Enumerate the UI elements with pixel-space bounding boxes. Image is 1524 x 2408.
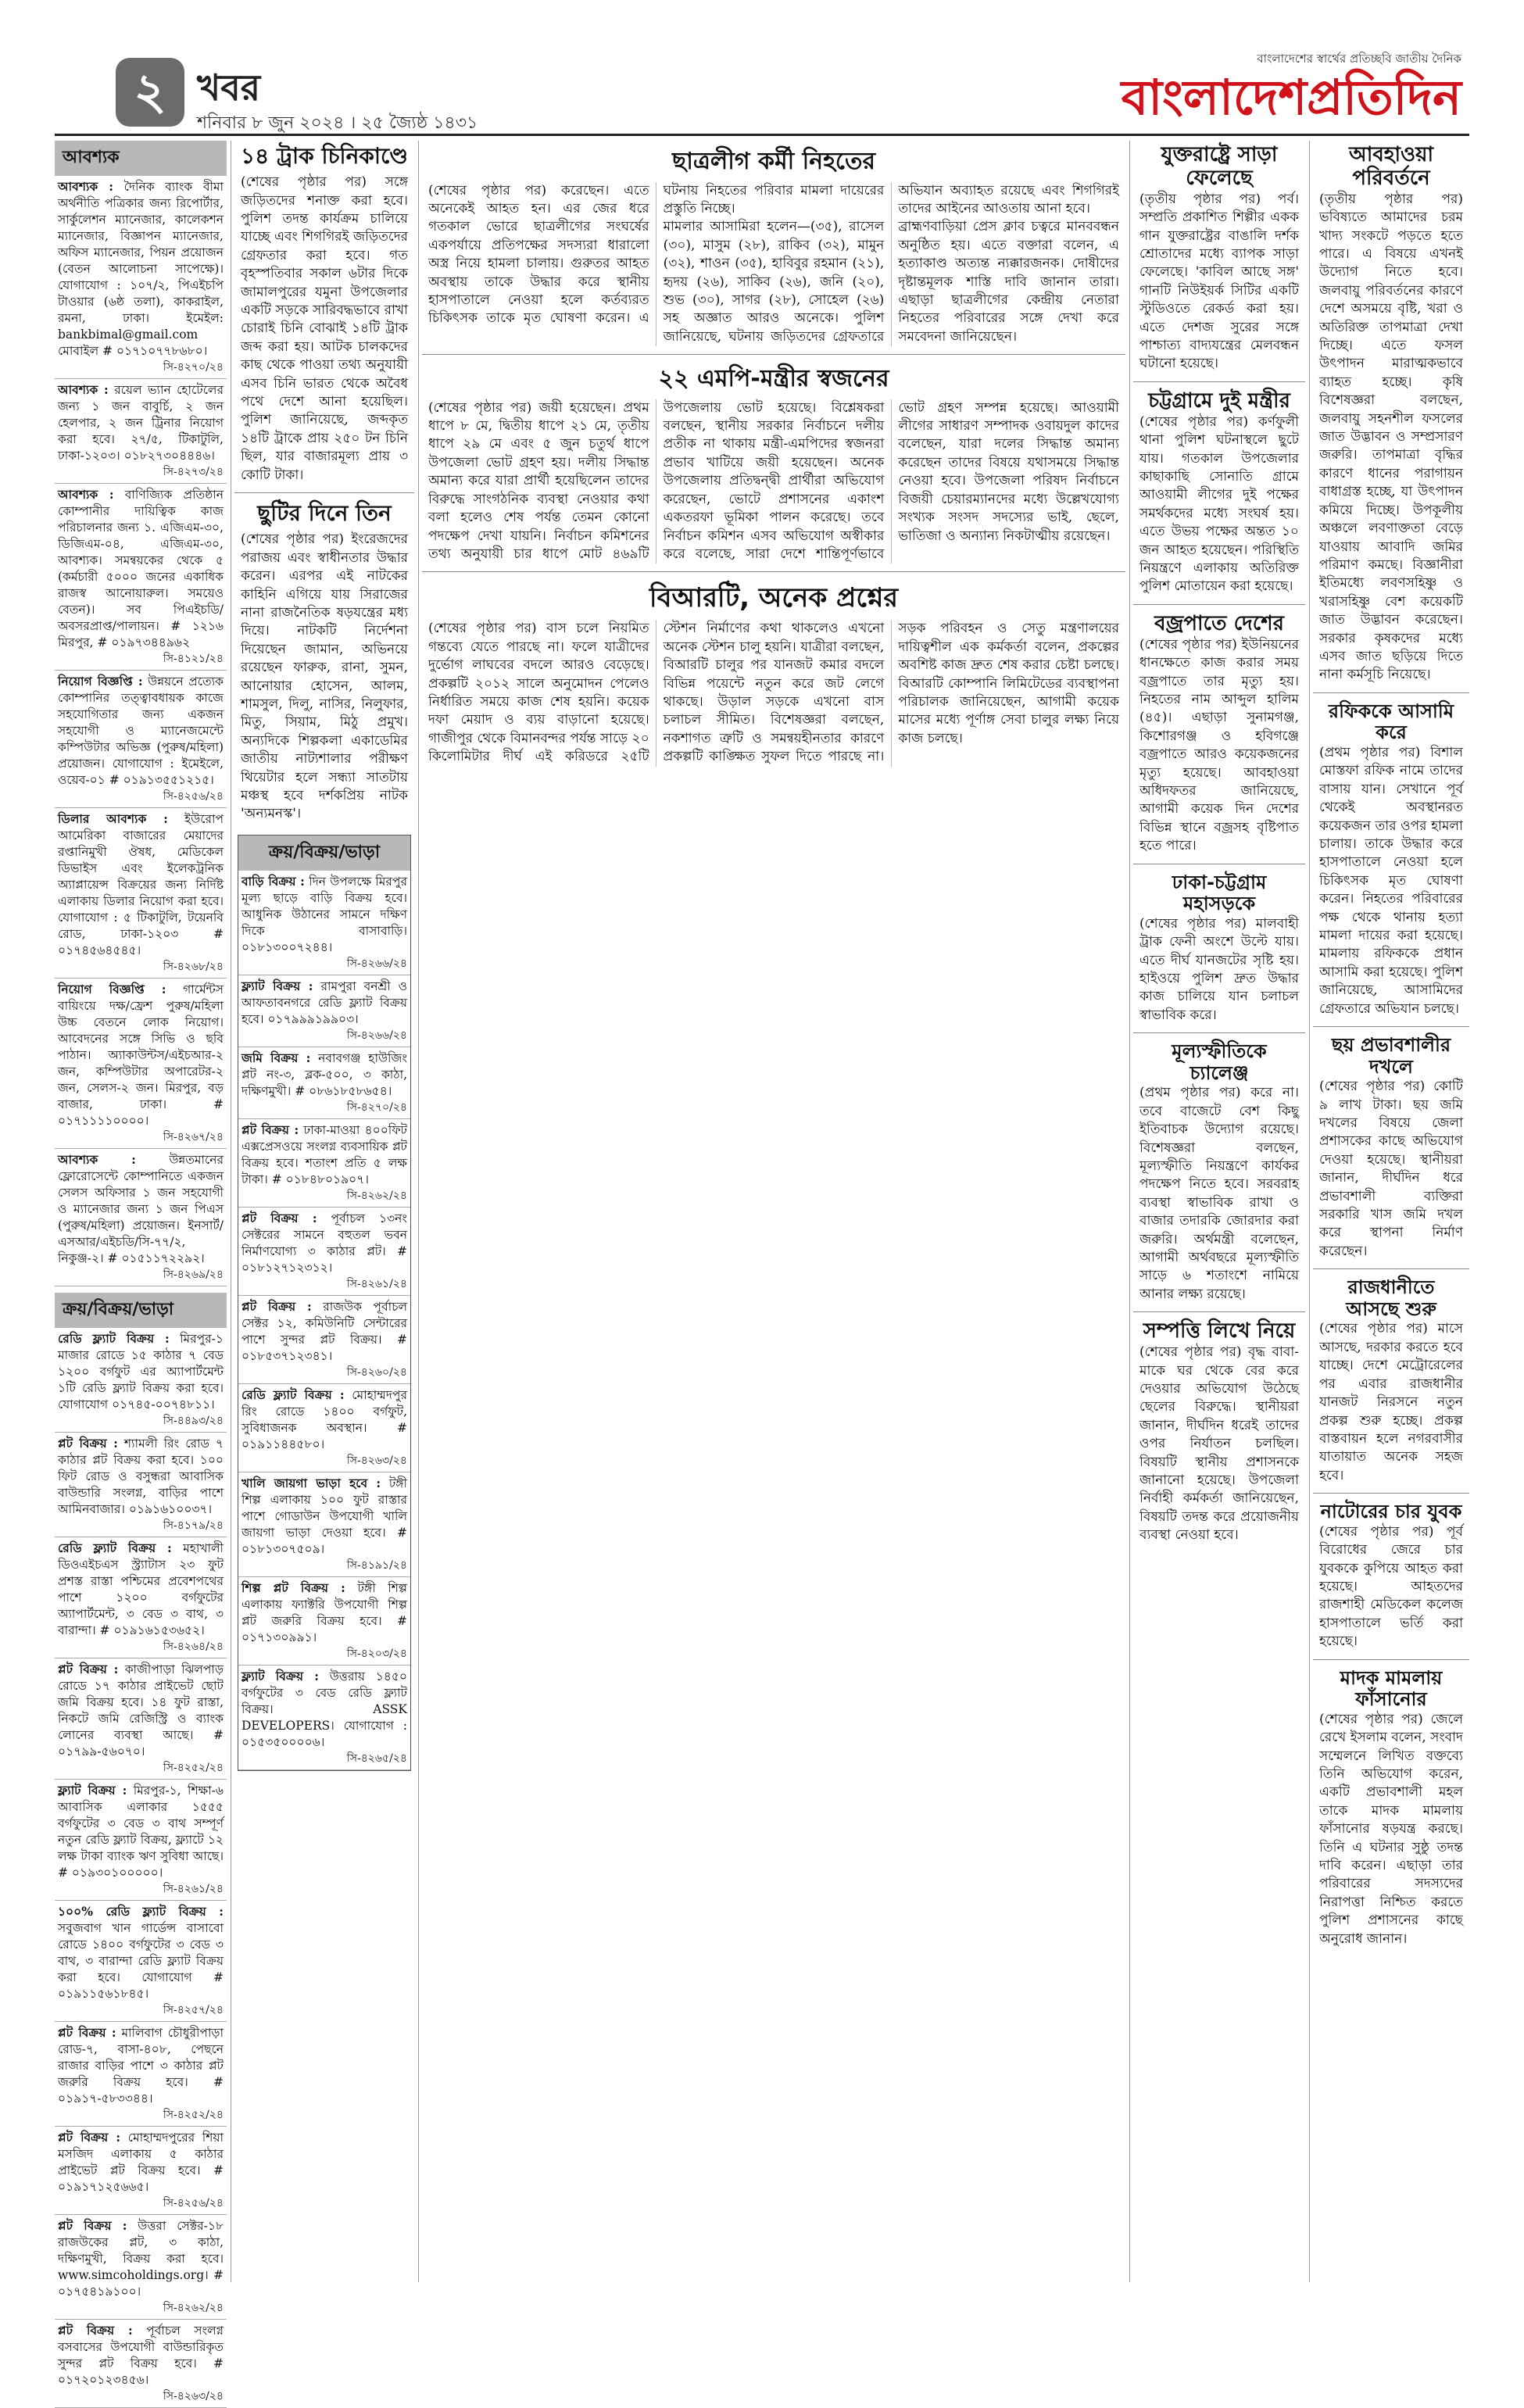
classified-ad	[55, 1537, 227, 1658]
ad-text: মোহাম্মদপুর রিং রোডে ১৪০০ বর্গফুট, সুবিধাজনক অবস্থান। # ০১৯১১৪৪৫৮০।	[241, 1387, 407, 1451]
classified-ad	[238, 1296, 410, 1384]
story-climate	[1313, 141, 1469, 688]
divider	[1313, 1493, 1469, 1494]
divider	[1133, 604, 1305, 605]
page-number: ২	[116, 58, 184, 127]
ad-keyword: প্লট বিক্রয় :	[58, 2025, 116, 2040]
story-highway	[1133, 869, 1305, 1029]
classified-ad	[238, 975, 410, 1047]
ad-reference: সি-৪২০৩/২৪	[346, 1647, 407, 1660]
classified-ad	[55, 979, 227, 1149]
classified-ad	[55, 2320, 227, 2408]
ad-keyword: আবশ্যক :	[58, 179, 113, 194]
ad-reference: সি-৪২৬৭/২৪	[163, 1131, 224, 1143]
ad-text: নবাবগঞ্জ হাউজিং প্লট নং-৩, ব্লক-৫০০, ৩ কাঠা, দক্ষিণমুখী। # ০৮৬১৮৫৮৬৫৪।	[241, 1050, 407, 1098]
story-six-influential	[1313, 1032, 1469, 1264]
ad-keyword: ফ্ল্যাট বিক্রয় :	[241, 978, 313, 993]
classified-ad	[55, 1433, 227, 1537]
ad-reference: সি-৪২৭৩/২৪	[163, 466, 224, 478]
column-rule	[418, 141, 419, 2282]
story-body: (শেষের পৃষ্ঠার পর) ইংরেজদের পরাজয় এবং স্বাধীনতার উদ্ধার করেন। এরপর এই নাটকের কাহিনি এগিয়ে যায় সিরাজের নানা রাজনৈতিক ষড়যন্ত্রের মধ্য দিয়ে। নাটকটি নির্দেশনা দিয়েছেন জামান, অভিনয়ে রয়েছেন ফারুক, রানা, সুমন, আনোয়ার হোসেন, আলম, শামসুল, দিলু, নাসির, নিলুফার, মিতু, সিয়াম, মিঠু প্রমুখ। অন্যদিকে শিল্পকলা একাডেমির জাতীয় নাট্যশালার পরীক্ষণ থিয়েটার হলে সন্ধ্যা সাতটায় মঞ্চস্থ হবে দর্শকপ্রিয় নাটক 'অন্যমনস্ক'।	[241, 531, 408, 822]
story-body: (শেষের পৃষ্ঠার পর) বৃদ্ধ বাবা-মাকে ঘর থেকে বের করে দেওয়ার অভিযোগ উঠেছে ছেলের বিরুদ্ধে। স্থানীয়রা জানান, দীর্ঘদিন ধরেই তাদের ওপর নির্যাতন চলছিল। বিষয়টি স্থানীয় প্রশাসনকে জানানো হয়েছে। উপজেলা নির্বাহী কর্মকর্তা জানিয়েছেন, বিষয়টি তদন্ত করে প্রয়োজনীয় ব্যবস্থা নেওয়া হবে।	[1139, 1344, 1299, 1544]
story-headline[interactable]: যুক্তরাষ্ট্রে সাড়া ফেলেছে	[1161, 143, 1278, 190]
divider	[422, 354, 1125, 355]
story-usa	[1133, 141, 1305, 377]
ad-keyword: প্লট বিক্রয় :	[241, 1210, 317, 1225]
story-headline[interactable]: ছয় প্রভাবশালীর দখলে	[1331, 1034, 1451, 1078]
ad-keyword: প্লট বিক্রয় :	[58, 1436, 118, 1451]
ad-reference: সি-৪৪৯৩/২৪	[163, 1415, 224, 1427]
story-22-mp	[422, 360, 1125, 567]
classified-ad	[238, 1119, 410, 1208]
ad-text: ইউরোপ আমেরিকা বাজারের মেয়াদের রপ্তানিমুখী ঔষধ, মেডিকেল ডিভাইস এবং ইলেকট্রনিক অ্যাপ্লায়েন্স বিক্রয়ের জন্য নির্দিষ্ট এলাকায় ডিলার নিয়োগ করা হবে। যোগাযোগ : ৫ টিকাটুলি, টয়েনবি রোড, ঢাকা-১২০৩ # ০১৭৪৫৬৪৫৪৫।	[58, 812, 224, 957]
story-capital	[1313, 1274, 1469, 1488]
story-body: (শেষের পৃষ্ঠার পর) জেলে রেখে ইসলাম বলেন, সংবাদ সম্মেলনে লিখিত বক্তব্যে তিনি অভিযোগ করেন, একটি প্রভাবশালী মহল তাকে মাদক মামলায় ফাঁসানোর ষড়যন্ত্র করছে। তিনি এ ঘটনার সুষ্ঠু তদন্ত দাবি করেন। এছাড়া তার পরিবারের সদস্যদের নিরাপত্তা নিশ্চিত করতে পুলিশ প্রশাসনের কাছে অনুরোধ জানান।	[1319, 1711, 1463, 1947]
ad-reference: সি-৪২৬৩/২৪	[163, 2390, 224, 2403]
masthead	[55, 50, 1469, 136]
column-four	[1133, 141, 1305, 2282]
ad-keyword: ডিলার আবশ্যক :	[58, 811, 168, 826]
classified-ad	[55, 176, 227, 379]
ad-text: দৈনিক ব্যাংক বীমা অর্থনীতি পত্রিকার জন্য রিপোর্টার, সার্কুলেশন ম্যানেজার, কালেকশন ম্যানেজার, বিজ্ঞাপন ম্যানেজার, অফিস ম্যানেজার, পিয়ন প্রয়োজন (বেতন আলোচনা সাপেক্ষে)। যোগাযোগ : ১০৭/২, পিএইচপি টাওয়ার (৬ষ্ঠ তলা), কাকরাইল, রমনা, ঢাকা। ইমেইল: bankbimal@gmail.com মোবাইল # ০১৭১০৭৭৮৬৮০।	[58, 180, 224, 358]
ad-text: উন্নতমানের ফ্লোরোসেন্টে কোম্পানিতে একজন সেলস অফিসার ১ জন সহযোগী ও ম্যানেজার জন্য ১ জন পিএস (পুরুষ/মহিলা) প্রয়োজন। ইনসার্ট/এসআর/এইচডি/সি-৭৭/২, নিকুঞ্জ-২। # ০১৫১১৭২২৯২।	[58, 1153, 224, 1265]
ad-text: মিরপুর-১, শিক্ষা-৬ আবাসিক এলাকার ১৫৫৫ বর্গফুটের ৩ বেড ৩ বাথ সম্পূর্ণ নতুন রেডি ফ্ল্যাট বিক্রয়, ফ্ল্যাটে ১২ লক্ষ টাকা ব্যাংক ঋণ সুবিধা আছে। # ০১৯৩০১০০০০০।	[58, 1784, 224, 1880]
story-property	[1133, 1317, 1305, 1547]
ad-reference: সি-৪২৬৮/২৪	[163, 961, 224, 973]
ad-text: শ্যামলী রিং রোড ৭ কাঠার প্লট বিক্রয় করা হবে। ১০০ ফিট রোড ও বসুন্ধরা আবাসিক বাউন্ডারি সংলগ্ন, বাড়ির পাশে আমিনবাজার। ০১৯১৬১০০৩৭।	[58, 1437, 224, 1516]
ad-keyword: ফ্ল্যাট বিক্রয় :	[58, 1783, 127, 1798]
ad-reference: সি-৪২৬০/২৪	[346, 1365, 407, 1379]
classified-ad	[238, 1577, 410, 1666]
ad-reference: সি-৪২৬১/২৪	[163, 1883, 224, 1895]
story-headline[interactable]: চট্টগ্রামে দুই মন্ত্রীর	[1148, 388, 1290, 413]
ad-text: দিন উপলক্ষে মিরপুর মূল্য ছাড়ে বাড়ি বিক্রয় হবে। আধুনিক উঠানের সামনে দক্ষিণ দিকে বাসাবাড়ি। ০১৮১৩০০৭২৪৪।	[241, 874, 407, 954]
ad-text: পূর্বাচল ১৩নং সেক্টরের সামনে বহুতল ভবন নির্মাণযোগ্য ৩ কাঠার প্লট। # ০১৮১২৭১২৩১২।	[241, 1211, 407, 1275]
story-headline[interactable]: রফিককে আসামি করে	[1328, 700, 1454, 744]
classifieds-list	[55, 176, 227, 1286]
classified-ad	[55, 1901, 227, 2022]
classified-ad	[238, 1666, 410, 1770]
ad-text: মালিবাগ চৌধুরীপাড়া রোড-৭, বাসা-৪০৮, পেছনে রাজার বাড়ির পাশে ৩ কাঠার প্লট জরুরি বিক্রয় হবে। # ০১৯১৭-৫৮৩৩৪৪।	[58, 2026, 224, 2106]
classified-ad	[55, 1780, 227, 1901]
story-body: (শেষের পৃষ্ঠার পর) কোটি ৯ লাখ টাকা। ছয় জমি দখলের বিষয়ে জেলা প্রশাসকের কাছে অভিযোগ দেওয়া হয়েছে। স্থানীয়রা জানান, দীর্ঘদিন ধরে প্রভাবশালী ব্যক্তিরা সরকারি খাস জমি দখল করে স্থাপনা নির্মাণ করেছেন।	[1319, 1079, 1463, 1259]
sale-heading: ক্রয়/বিক্রয়/ভাড়া	[55, 1293, 227, 1328]
divider	[1133, 381, 1305, 382]
story-body: (তৃতীয় পৃষ্ঠার পর) পর্ব। সম্প্রতি প্রকাশিত শিল্পীর একক গান যুক্তরাষ্ট্রের বাঙালি দর্শক শ্রোতাদের মধ্যে ব্যাপক সাড়া ফেলেছে। 'কাবিল আছে সঙ্গ' গানটি নিউইয়র্ক সিটির একটি স্টুডিওতে রেকর্ড করা হয়। এতে দেশজ সুরের সঙ্গে পাশ্চাত্য বাদ্যযন্ত্রের মেলবন্ধন ঘটানো হয়েছে।	[1139, 191, 1299, 372]
ad-reference: সি-৪১৭৯/২৪	[163, 1519, 224, 1532]
ad-text: উত্তরায় ১৪৫০ বর্গফুটের ৩ বেড রেডি ফ্ল্যাট বিক্রয়। ASSK DEVELOPERS। যোগাযোগ : ০১৫৩৫০০০০৬।	[241, 1669, 407, 1749]
ad-text: মোহাম্মদপুরের শিয়া মসজিদ এলাকায় ৫ কাঠার প্রাইভেট প্লট বিক্রয় হবে। # ০১৯১৭১২৫৬৬৫।	[58, 2131, 224, 2194]
column-two	[234, 141, 414, 2282]
story-sugar-trucks	[234, 141, 414, 488]
ad-reference: সি-৪২৬৯/২৪	[163, 1268, 224, 1281]
story-lightning	[1133, 610, 1305, 859]
classified-ad	[55, 2127, 227, 2215]
story-body: (শেষের পৃষ্ঠার পর) সঙ্গে জড়িতদের শনাক্ত করা হবে। পুলিশ তদন্ত কার্যক্রম চালিয়ে যাচ্ছে এবং শিগগিরই জড়িতদের গ্রেফতার করা হবে। গত বৃহস্পতিবার সকাল ৬টার দিকে জামালপুরের যমুনা উপজেলার একটি সড়কে সারিবদ্ধভাবে রাখা চোরাই চিনি বোঝাই ১৪টি ট্রাক জব্দ করা হয়। আটক চালকদের কাছ থেকে পাওয়া তথ্য অনুযায়ী এসব চিনি ভারত থেকে অবৈধ পথে দেশে আনা হয়েছিল। পুলিশ জানিয়েছে, জব্দকৃত ১৪টি ট্রাকে প্রায় ২৫০ টন চিনি ছিল, যার বাজারমূল্য প্রায় ৩ কোটি টাকা।	[241, 174, 408, 483]
ad-text: মহাখালী ডিওএইচএস স্ট্র্যাটাস ২৩ ফুট প্রশস্ত রাস্তা পশ্চিমের প্রবেশপথের পাশে ১২০০ বর্গফুটের অ্যাপার্টমেন্ট, ৩ বেড ৩ বাথ, ৩ বারান্দা। # ০১৯১৬১৫৩৬৫২।	[58, 1541, 224, 1637]
classified-ad	[238, 871, 410, 975]
ad-keyword: জমি বিক্রয় :	[241, 1050, 311, 1065]
classified-ad	[55, 1658, 227, 1780]
ad-keyword: আবশ্যক :	[58, 487, 114, 502]
divider	[1313, 1026, 1469, 1027]
middle-section	[422, 141, 1125, 2282]
classified-ad	[55, 379, 227, 484]
story-headline[interactable]: আবহাওয়া পরিবর্তনে	[1349, 143, 1433, 190]
ad-reference: সি-৪২৬১/২৪	[346, 1277, 407, 1290]
story-chhatraleague	[422, 141, 1125, 349]
story-inflation	[1133, 1038, 1305, 1307]
brand-name-b: প্রতিদিন	[1307, 69, 1461, 126]
ad-reference: সি-৪২৬২/২৪	[346, 1189, 407, 1202]
ad-keyword: প্লট বিক্রয় :	[241, 1298, 312, 1314]
story-headline[interactable]: বজ্রপাতে দেশের	[1154, 611, 1284, 635]
ad-keyword: আবশ্যক :	[58, 382, 109, 397]
sale-list	[55, 1328, 227, 2408]
story-headline[interactable]: ১৪ ট্রাক চিনিকাণ্ডে	[241, 143, 408, 169]
ad-text: গার্মেন্টস বায়িংয়ে দক্ষ/ফ্রেশ পুরুষ/মহিলা উচ্চ বেতনে লোক নিয়োগ। আবেদনের সঙ্গে সিভি ও ছবি পাঠান। অ্যাকাউন্টস/এইচআর-২ জন, কম্পিউটার অপারেটর-২ জন, সেলস-২ জন। মিরপুর, বড় বাজার, ঢাকা। # ০১৭১১১১০০০০।	[58, 982, 224, 1128]
classified-ad	[238, 1384, 410, 1472]
divider	[1313, 1268, 1469, 1269]
ad-text: রামপুরা বনশ্রী ও আফতাবনগরে রেডি ফ্ল্যাট বিক্রয় হবে। ০১৭৯৯৯১৯৯০৩।	[241, 979, 408, 1026]
divider	[422, 571, 1125, 572]
ad-reference: সি-৪২৫৬/২৪	[163, 790, 224, 803]
ad-reference: সি-৪২৫৭/২৪	[163, 2004, 224, 2016]
ad-text: রয়েল ভ্যান হোটেলের জন্য ১ জন বাবুর্চি, ২ জন হেলপার, ২ জন ট্রিনার নিয়োগ করা হবে। ২৭/৫, টিকাটুলি, ঢাকা-১২০৩। ০১৮২৭৩০৪৪৪৬।	[58, 383, 224, 463]
story-headline[interactable]: ঢাকা-চট্টগ্রাম মহাসড়কে	[1172, 871, 1267, 915]
story-brt	[422, 577, 1125, 769]
ad-text: টঙ্গী শিল্প এলাকায় ফ্যাক্টরি উপযোগী শিল্প প্লট জরুরি বিক্রয় হবে। # ০১৭১৩০৯৯১।	[241, 1580, 407, 1644]
ad-reference: সি-৪২৬৬/২৪	[346, 1029, 407, 1042]
ad-keyword: আবশ্যক :	[58, 1152, 136, 1167]
divider	[1133, 1032, 1305, 1033]
classified-ad	[55, 808, 227, 979]
ad-text: ঢাকা-মাওয়া ৪০০ফিট এক্সপ্রেসওয়ে সংলগ্ন ব্যবসায়িক প্লট বিক্রয় হবে। শতাংশ প্রতি ৫ লক্ষ টাকা। # ০১৮৪৮০১৯০৭।	[241, 1122, 407, 1186]
ad-keyword: প্লট বিক্রয় :	[241, 1122, 299, 1137]
ad-keyword: ১০০% রেডি ফ্ল্যাট বিক্রয় :	[58, 1904, 224, 1919]
ad-keyword: ফ্ল্যাট বিক্রয় :	[241, 1668, 319, 1683]
classified-ad	[238, 1472, 410, 1577]
ad-reference: সি-৪২৬২/২৪	[163, 2302, 224, 2314]
story-body: (শেষের পৃষ্ঠার পর) বাস চলে নিয়মিত গন্তব্যে যেতে পারছে না। ফলে যাত্রীদের দুর্ভোগ লাঘবের বদলে আরও বেড়েছে। প্রকল্পটি ২০১২ সালে অনুমোদন পেলেও নির্ধারিত সময়ে কাজ শেষ হয়নি। কয়েক দফা মেয়াদ ও ব্যয় বাড়ানো হয়েছে। গাজীপুর থেকে বিমানবন্দর পর্যন্ত সাড়ে ২০ কিলোমিটার দীর্ঘ এই করিডরে ২৫টি স্টেশন নির্মাণের কথা থাকলেও এখনো অনেক স্টেশন চালু হয়নি। যাত্রীরা বলছেন, বিআরটি চালুর পর যানজট কমার বদলে বিভিন্ন পয়েন্টে নতুন করে জট লেগে থাকছে। উড়াল সড়কে এখনো বাস চলাচল সীমিত। বিশেষজ্ঞরা বলছেন, নকশাগত ত্রুটি ও সমন্বয়হীনতার কারণে প্রকল্পটি কাঙ্ক্ষিত সুফল দিতে পারছে না। সড়ক পরিবহন ও সেতু মন্ত্রণালয়ের দায়িত্বশীল এক কর্মকর্তা বলেন, প্রকল্পের অবশিষ্ট কাজ দ্রুত শেষ করার চেষ্টা চলছে। বিআরটি কোম্পানি লিমিটেডের ব্যবস্থাপনা পরিচালক জানিয়েছেন, আগামী কয়েক মাসের মধ্যে পূর্ণাঙ্গ সেবা চালুর লক্ষ্য নিয়ে কাজ চলছে।	[428, 621, 1119, 765]
classified-ad	[55, 2022, 227, 2127]
ad-keyword: রেডি ফ্ল্যাট বিক্রয় :	[58, 1540, 172, 1555]
story-natore	[1313, 1498, 1469, 1654]
ad-reference: সি-৪২৫২/২৪	[163, 1762, 224, 1774]
story-body: (শেষের পৃষ্ঠার পর) মালবাহী ট্রাক ফেনী অংশে উল্টে যায়। এতে দীর্ঘ যানজটের সৃষ্টি হয়। হাইওয়ে পুলিশ দ্রুত উদ্ধার কাজ চালিয়ে যান চলাচল স্বাভাবিক করে।	[1139, 915, 1299, 1023]
ad-reference: সি-৪২৬৬/২৪	[346, 957, 407, 970]
ad-keyword: প্লট বিক্রয় :	[58, 1662, 119, 1676]
ad-text: বাণিজ্যিক প্রতিষ্ঠান কোম্পানীর দায়িত্বিক কাজ পরিচালনার জন্য ১. এজিএম-৩০, ডিজিএম-০৪, এজিএম-৩০, আবশ্যক। সমন্বয়কের থেকে ৫ (কর্মচারী ৫০০০ জনের একাধিক রাজস্ব আনোয়ারুল। সময়েও বেতন)। সব পিএইচডি/অবসরপ্রাপ্ত/পালায়ন। # ১২১৬ মিরপুর, # ০১৯৭৩৪৪৯৬২	[58, 488, 224, 649]
ad-keyword: নিয়োগ বিজ্ঞপ্তি :	[58, 674, 143, 689]
story-holiday	[234, 498, 414, 827]
ad-keyword: নিয়োগ বিজ্ঞপ্তি :	[58, 982, 166, 996]
story-headline[interactable]: বিআরটি, অনেক প্রশ্নের	[649, 582, 899, 614]
ad-keyword: বাড়ি বিক্রয় :	[241, 873, 305, 889]
story-body: (শেষের পৃষ্ঠার পর) পূর্ব বিরোধের জেরে চার যুবককে কুপিয়ে আহত করা হয়েছে। আহতদের রাজশাহী মেডিকেল কলেজ হাসপাতালে ভর্তি করা হয়েছে।	[1319, 1523, 1463, 1650]
column-rule	[1129, 141, 1130, 2282]
classified-ad	[55, 484, 227, 671]
story-body	[428, 182, 1119, 347]
story-body: (প্রথম পৃষ্ঠার পর) বিশাল মোস্তফা রফিক নামে তাদের বাসায় যান। সেখানে পূর্ব থেকেই অবস্থানরত কয়েকজন তার ওপর হামলা চালায়। তাকে উদ্ধার করে হাসপাতালে নেওয়া হলে চিকিৎসক মৃত ঘোষণা করেন। নিহতের পরিবারের পক্ষ থেকে থানায় হত্যা মামলা দায়ের করা হয়েছে। মামলায় রফিককে প্রধান আসামি করা হয়েছে। পুলিশ জানিয়েছে, আসামিদের গ্রেফতারে অভিযান চলছে।	[1319, 744, 1463, 1017]
sale-heading: ক্রয়/বিক্রয়/ভাড়া	[238, 835, 410, 871]
ad-keyword: শিল্প প্লট বিক্রয় :	[241, 1580, 345, 1595]
ad-reference: সি-৪২৫২/২৪	[163, 2109, 224, 2121]
story-body: (শেষের পৃষ্ঠার পর) কর্ণফুলী থানা পুলিশ ঘটনাস্থলে ছুটে যায়। গতকাল উপজেলার কাছাকাছি সোনাতি গ্রামে আওয়ামী লীগের দুই পক্ষের সমর্থকদের মধ্যে সংঘর্ষ হয়। এতে উভয় পক্ষের অন্তত ১০ জন আহত হয়েছেন। পরিস্থিতি নিয়ন্ত্রণে এলাকায় অতিরিক্ত পুলিশ মোতায়েন করা হয়েছে।	[1139, 413, 1299, 595]
story-paragraph: ব্রাহ্মণবাড়িয়া প্রেস ক্লাব চত্বরে মানববন্ধন অনুষ্ঠিত হয়। এতে বক্তারা বলেন, এ হত্যাকাণ্ড অত্যন্ত ন্যক্কারজনক। দোষীদের দৃষ্টান্তমূলক শাস্তি দাবি জানান তারা। এছাড়া ছাত্রলীগের কেন্দ্রীয় নেতারা নিহতের পরিবারের সঙ্গে দেখা করে সমবেদনা জানিয়েছেন।	[898, 219, 1119, 345]
divider	[1313, 1659, 1469, 1660]
ad-reference: সি-৪২৭০/২৪	[163, 361, 224, 374]
ad-keyword: রেডি ফ্ল্যাট বিক্রয় :	[241, 1386, 345, 1402]
ad-reference: সি-৪২৫৬/২৪	[163, 2197, 224, 2209]
ad-reference: সি-৪১৯১/২৪	[346, 1558, 407, 1572]
story-drug-case	[1313, 1665, 1469, 1952]
story-paragraph: মামলার আসামিরা হলেন—(৩৫), রাসেল (৩০), মাসুম (২৮), রাকিব (৩২), মামুন (৩২), শাওন (৩৫), হাবিবুর রহমান (২১), হৃদয় (২৬), সাকিব (২৬), জনি (২০), শুভ (৩০), সাগর (২৮), সোহেল (২৬) সহ অজ্ঞাত আরও অনেকে। পুলিশ জানিয়েছে, ঘটনায় জড়িতদের গ্রেফতারে অভিযান অব্যাহত রয়েছে এবং শিগগিরই তাদের আইনের আওতায় আনা হবে।	[663, 182, 1119, 345]
ad-keyword: খালি জায়গা ভাড়া হবে :	[241, 1475, 381, 1490]
classified-ad	[55, 2215, 227, 2320]
story-paragraph: (শেষের পৃষ্ঠার পর) করেছেন। এতে অনেকেই আহত হন। এর জের ধরে গতকাল ভোরে ছাত্রলীগের সংঘর্ষের একপর্যায়ে প্রতিপক্ষের সদস্যরা ধারালো অস্ত্র নিয়ে হামলা চালায়। গুরুতর আহত অবস্থায় তাকে উদ্ধার করে স্থানীয় হাসপাতালে নেওয়া হলে কর্তব্যরত চিকিৎসক তাকে মৃত ঘোষণা করেন। এ ঘটনায় নিহতের পরিবার মামলা দায়েরের প্রস্তুতি নিচ্ছে।	[428, 182, 885, 327]
ad-text: সবুজবাগ খান গার্ডেন্স বাসাবো রোডে ১৪০০ বর্গফুটের ৩ বেড ৩ বাথ, ৩ বারান্দা রেডি ফ্ল্যাট বিক্রয় করা হবে। যোগাযোগ # ০১৯১১৫৬১৮৪৫।	[58, 1921, 224, 2001]
ad-reference: সি-৪২৬৫/২৪	[346, 1751, 407, 1765]
column-rule	[1309, 141, 1310, 2282]
story-headline[interactable]: সম্পত্তি লিখে নিয়ে	[1143, 1319, 1296, 1344]
ad-keyword: প্লট বিক্রয় :	[58, 2218, 127, 2233]
story-headline[interactable]: মূল্যস্ফীতিকে চ্যালেঞ্জ	[1172, 1040, 1267, 1084]
story-headline[interactable]: ছুটির দিনে তিন	[257, 500, 392, 527]
story-body: (শেষের পৃষ্ঠার পর) জয়ী হয়েছেন। প্রথম ধাপে ৮ মে, দ্বিতীয় ধাপে ২১ মে, তৃতীয় ধাপে ২৯ মে এবং ৫ জুন চতুর্থ ধাপে উপজেলা ভোট গ্রহণ হয়। দলীয় সিদ্ধান্ত অমান্য করে যারা প্রার্থী হয়েছিলেন তাদের বিরুদ্ধে সাংগঠনিক ব্যবস্থা নেওয়ার কথা বলা হলেও শেষ পর্যন্ত তেমন কোনো পদক্ষেপ দেখা যায়নি। নির্বাচন কমিশনের তথ্য অনুযায়ী চার ধাপে মোট ৪৬৯টি উপজেলায় ভোট হয়েছে। বিশ্লেষকরা বলছেন, স্থানীয় সরকার নির্বাচনে দলীয় প্রতীক না থাকায় মন্ত্রী-এমপিদের স্বজনরা প্রভাব খাটিয়ে জয়ী হয়েছেন। অনেক উপজেলায় প্রতিদ্বন্দ্বী প্রার্থীরা অভিযোগ করেছেন, ভোটে প্রশাসনের একাংশ একতরফা ভূমিকা পালন করেছে। তবে নির্বাচন কমিশন এসব অভিযোগ অস্বীকার করে বলেছে, সারা দেশে শান্তিপূর্ণভাবে ভোট গ্রহণ সম্পন্ন হয়েছে। আওয়ামী লীগের সাধারণ সম্পাদক ওবায়দুল কাদের বলেছেন, যারা দলের সিদ্ধান্ত অমান্য করেছেন তাদের বিষয়ে যথাসময়ে সিদ্ধান্ত নেওয়া হবে। উপজেলা পরিষদ নির্বাচনে বিজয়ী চেয়ারম্যানদের মধ্যে উল্লেখযোগ্য সংখ্যক সংসদ সদস্যের ভাই, ছেলে, ভাতিজা ও অন্যান্য নিকটাত্মীয় রয়েছেন।	[428, 399, 1119, 562]
story-headline[interactable]: ২২ এমপি-মন্ত্রীর স্বজনের	[658, 365, 889, 393]
brand-logo	[1122, 50, 1461, 126]
classifieds-column	[55, 141, 227, 2403]
section-name: খবর	[197, 66, 261, 109]
story-chattogram	[1133, 387, 1305, 599]
ad-text: মিরপুর-১ মাজার রোডে ১৫ কাঠার ৭ বেড ১২০০ বর্গফুট এর অ্যাপার্টমেন্ট ১টি রেডি ফ্ল্যাট বিক্রয় করা হবে। যোগাযোগ ০১৭৪৫-০০৭৪৮১১।	[58, 1332, 224, 1412]
classified-ad	[238, 1208, 410, 1296]
ad-reference: সি-৪১২১/২৪	[163, 653, 224, 665]
sale-list	[238, 871, 410, 1770]
ad-keyword: প্লট বিক্রয় :	[58, 2323, 133, 2338]
divider	[234, 492, 414, 493]
brand-name-a: বাংলাদেশ	[1121, 69, 1308, 126]
story-body: (তৃতীয় পৃষ্ঠার পর) ভবিষ্যতে আমাদের চরম খাদ্য সংকটে পড়তে হতে পারে। এ বিষয়ে এখনই উদ্যোগ নিতে হবে। জলবায়ু পরিবর্তনের কারণে দেশে অসময়ে বৃষ্টি, খরা ও অতিরিক্ত তাপমাত্রা দেখা দিচ্ছে। এতে ফসল উৎপাদন মারাত্মকভাবে ব্যাহত হচ্ছে। কৃষি বিশেষজ্ঞরা বলছেন, জলবায়ু সহনশীল ফসলের জাত উদ্ভাবন ও সম্প্রসারণ জরুরি। তাপমাত্রা বৃদ্ধির কারণে ধানের পরাগায়ন বাধাগ্রস্ত হচ্ছে, যা উৎপাদন কমিয়ে দিচ্ছে। উপকূলীয় অঞ্চলে লবণাক্ততা বেড়ে যাওয়ায় আবাদি জমির পরিমাণ কমছে। বিজ্ঞানীরা ইতিমধ্যে লবণসহিষ্ণু ও খরাসহিষ্ণু বেশ কয়েকটি জাত উদ্ভাবন করেছেন। সরকার কৃষকদের মধ্যে এসব জাত ছড়িয়ে দিতে নানা কর্মসূচি নিয়েছে।	[1319, 191, 1463, 683]
brand-name	[1122, 70, 1461, 126]
story-body: (প্রথম পৃষ্ঠার পর) করে না। তবে বাজেটে বেশ কিছু ইতিবাচক উদ্যোগ রয়েছে। বিশেষজ্ঞরা বলছেন, মূল্যস্ফীতি নিয়ন্ত্রণে কার্যকর পদক্ষেপ নিতে হবে। সরবরাহ ব্যবস্থা স্বাভাবিক রাখা ও বাজার তদারকি জোরদার করা জরুরি। অর্থমন্ত্রী বলেছেন, আগামী অর্থবছরে মূল্যস্ফীতি সাড়ে ৬ শতাংশে নামিয়ে আনার লক্ষ্য রয়েছে।	[1139, 1085, 1299, 1302]
ad-reference: সি-৪২৭০/২৪	[346, 1100, 407, 1114]
story-headline[interactable]: মাদক মামলায় ফাঁসানোর	[1340, 1666, 1443, 1711]
ad-text: উন্নয়নে প্রত্যেক কোম্পানির তত্ত্বাবধায়ক কাজে সহযোগিতার জন্য একজন সহযোগী ও ম্যানেজমেন্টে কম্পিউটার অভিজ্ঞ (পুরুষ/মহিলা) প্রয়োজন। যোগাযোগ : ইমেইলে, ওয়েব-০১ # ০১৯১৩৫৫১২১৫।	[58, 674, 224, 787]
date-line: শনিবার ৮ জুন ২০২৪ । ২৫ জ্যৈষ্ঠ ১৪৩১	[197, 113, 478, 133]
story-rafiq	[1313, 698, 1469, 1022]
story-headline[interactable]: ছাত্রলীগ কর্মী নিহতের	[672, 148, 875, 175]
classified-ad	[55, 1149, 227, 1286]
ad-text: উত্তরা সেক্টর-১৮ রাজউকের প্লট, ৩ কাঠা, দক্ষিণমুখী, বিক্রয় করা হবে। www.simcoholdings.org। # ০১৭৫৪১৯১০০।	[58, 2219, 224, 2299]
classified-ad	[238, 1047, 410, 1119]
ad-keyword: রেডি ফ্ল্যাট বিক্রয় :	[58, 1331, 170, 1346]
classified-ad	[55, 1328, 227, 1433]
ad-text: রাজউক পূর্বাচল সেক্টর ১২, কমিউনিটি সেন্টারের পাশে সুন্দর প্লট বিক্রয়। # ০১৮৫৩৭১২৩৪১।	[241, 1299, 407, 1363]
brand-tagline: বাংলাদেশের স্বার্থের প্রতিচ্ছবি জাতীয় দৈনিক	[1257, 52, 1461, 66]
ad-keyword: প্লট বিক্রয় :	[58, 2130, 121, 2145]
ad-reference: সি-৪২৬৩/২৪	[346, 1454, 407, 1467]
ad-text: কাজীপাড়া ঝিলপাড় রোডে ১৭ কাঠার প্রাইভেট ছোট জমি বিক্রয় হবে। ১৪ ফুট রাস্তা, নিকটে জমি রেজিস্ট্রি ও ব্যাংক লোনের ব্যবস্থা আছে। # ০১৭৯৯-৫৬০৭০।	[58, 1662, 224, 1759]
story-body: (শেষের পৃষ্ঠার পর) মাসে আসছে, দরকার করতে হবে যাচ্ছে। দেশে মেট্রোরেলের পর এবার রাজধানীর যানজট নিরসনে নতুন প্রকল্প শুরু হচ্ছে। প্রকল্প বাস্তবায়ন হলে নগরবাসীর যাতায়াত অনেক সহজ হবে।	[1319, 1321, 1463, 1483]
story-headline[interactable]: রাজধানীতে আসছে শুরু	[1346, 1276, 1436, 1320]
sale-box	[238, 835, 411, 1771]
divider	[1133, 1311, 1305, 1312]
classifieds-heading: আবশ্যক	[55, 141, 227, 176]
ad-reference: সি-৪২৬৪/২৪	[163, 1641, 224, 1653]
divider	[1313, 692, 1469, 693]
story-body: (শেষের পৃষ্ঠার পর) ইউনিয়নের ধানক্ষেতে কাজ করার সময় বজ্রপাতে তার মৃত্যু হয়। নিহতের নাম আব্দুল হালিম (৪৫)। এছাড়া সুনামগঞ্জ, কিশোরগঞ্জ ও হবিগঞ্জে বজ্রপাতে আরও কয়েকজনের মৃত্যু হয়েছে। আবহাওয়া অধিদফতর জানিয়েছে, আগামী কয়েক দিন দেশের বিভিন্ন স্থানে বজ্রসহ বৃষ্টিপাত হতে পারে।	[1139, 636, 1299, 854]
classified-ad	[55, 671, 227, 808]
ad-text: পূর্বাচল সংলগ্ন বসবাসের উপযোগী বাউন্ডারিকৃত সুন্দর প্লট বিক্রয় হবে। # ০১৭২০১২৩৪৫৬।	[58, 2324, 224, 2387]
column-five	[1313, 141, 1469, 2282]
story-headline[interactable]: নাটোরের চার যুবক	[1320, 1501, 1462, 1523]
ad-text: টঙ্গী শিল্প এলাকায় ১০০ ফুট রাস্তার পাশে গোডাউন উপযোগী খালি জায়গা ভাড়া দেওয়া হবে। # ০১৮১৩০৭৫০৯।	[241, 1476, 407, 1556]
